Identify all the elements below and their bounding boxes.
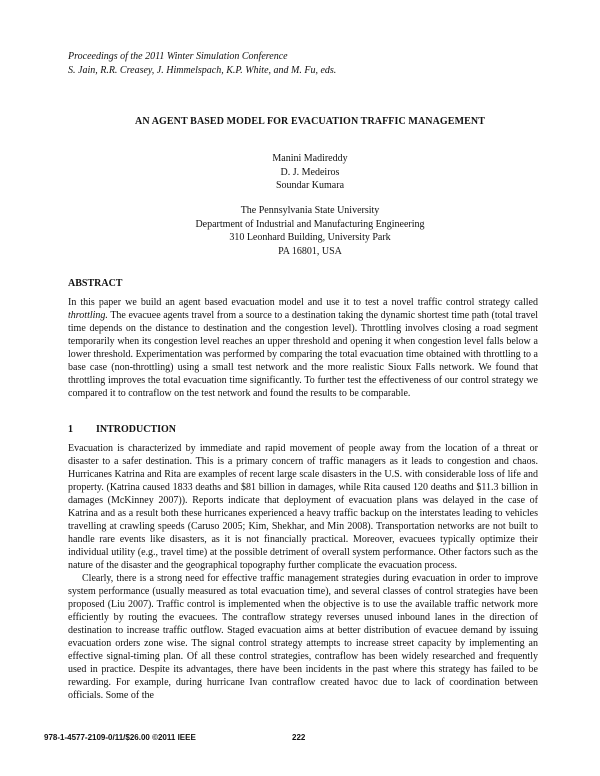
affiliation-line: 310 Leonhard Building, University Park: [229, 232, 391, 243]
abstract-heading: ABSTRACT: [68, 278, 123, 289]
affiliation-line: The Pennsylvania State University: [240, 205, 380, 216]
author-list: [40, 152, 580, 193]
abstract-term: throttling.: [68, 310, 108, 321]
abstract-text-pre: In this paper we build an agent based evacuation model and use it to test a novel traffic control strategy called: [68, 297, 538, 308]
section-number: 1: [68, 424, 73, 435]
paragraph: Clearly, there is a strong need for effective traffic management strategies during evacuation in order to improve system performance (usually measured as total evacuation time), and several classes of control strategies have been proposed (Liu 2007). Traffic control is implemented when the objective is to use the available traffic network more efficiently by routing the evacuees. The contraflow strategy reverses unused inbound lanes in the direction of destination to increase traffic outflow. Staged evacuation aims at better distribution of evacuee demand by issuing evacuation orders zone wise. The signal control strategy attempts to increase street capacity by implementing an effective signal-timing plan. Of all these control strategies, contraflow has been widely researched and frequently used in practice. Despite its advantages, there have been incidents in the past where this strategy has failed to be rewarding. For example, during hurricane Ivan contraflow created havoc due to lack of coordination between officials. Some of the: [68, 573, 538, 701]
conference-line: Proceedings of the 2011 Winter Simulation Conference: [68, 51, 288, 62]
running-header: [68, 50, 538, 78]
section-heading-introduction: [68, 424, 176, 435]
author-name: Manini Madireddy: [272, 153, 348, 164]
page-number: 222: [292, 733, 306, 742]
affiliation: [40, 204, 580, 258]
introduction-body: [68, 442, 538, 702]
affiliation-line: Department of Industrial and Manufacturing Engineering: [195, 218, 425, 230]
paper-title: AN AGENT BASED MODEL FOR EVACUATION TRAFFIC MANAGEMENT: [135, 116, 485, 127]
section-title: INTRODUCTION: [96, 424, 177, 435]
author-name: D. J. Medeiros: [280, 166, 340, 178]
abstract-body: [68, 296, 538, 400]
paragraph: Evacuation is characterized by immediate and rapid movement of people away from the location of a threat or disaster to a safer destination. This is a primary concern of traffic managers as it leads to congestion and chaos. Hurricanes Katrina and Rita are examples of recent large scale disasters in the U.S. with considerable loss of life and property. (Katrina caused 1833 deaths and $81 billion in damages, while Rita caused 120 deaths and $11.3 billion in damages (McKinney 2007)). Reports indicate that deployment of evacuation plans was delayed in the case of Katrina and as a result both these hurricanes experienced a heavy traffic backup on the interstates leading to vehicles travelling at crawling speeds (Caruso 2005; Kim, Shekhar, and Min 2008). Transportation networks are not built to handle rare events like disasters, as it is not financially practical. Moreover, evacuees typically optimize their individual utility (e.g., travel time) at the possible detriment of overall system performance. Other factors such as the nature of the disaster and the geographical topography further complicate the evacuation process.: [68, 443, 538, 571]
affiliation-line: PA 16801, USA: [278, 245, 342, 257]
author-name: Soundar Kumara: [275, 180, 345, 191]
editors-line: S. Jain, R.R. Creasey, J. Himmelspach, K.P. White, and M. Fu, eds.: [68, 65, 337, 76]
abstract-text-post: The evacuee agents travel from a source to a destination taking the dynamic shortest time path (total travel time depends on the distance to destination and the congestion level). Throttling involves closing a road segment temporarily when its congestion level reaches an upper threshold and opening it when congestion level falls below a lower threshold. Experimentation was performed by comparing the total evacuation time obtained with throttling to a base case (non-throttling) using a small test network and the more realistic Sioux Falls network. We found that throttling improves the total evacuation time significantly. To further test the effectiveness of our control strategy we compared it to contraflow on the test network and found the results to be comparable.: [68, 310, 538, 399]
isbn-footer: 978-1-4577-2109-0/11/$26.00 ©2011 IEEE: [44, 733, 196, 742]
